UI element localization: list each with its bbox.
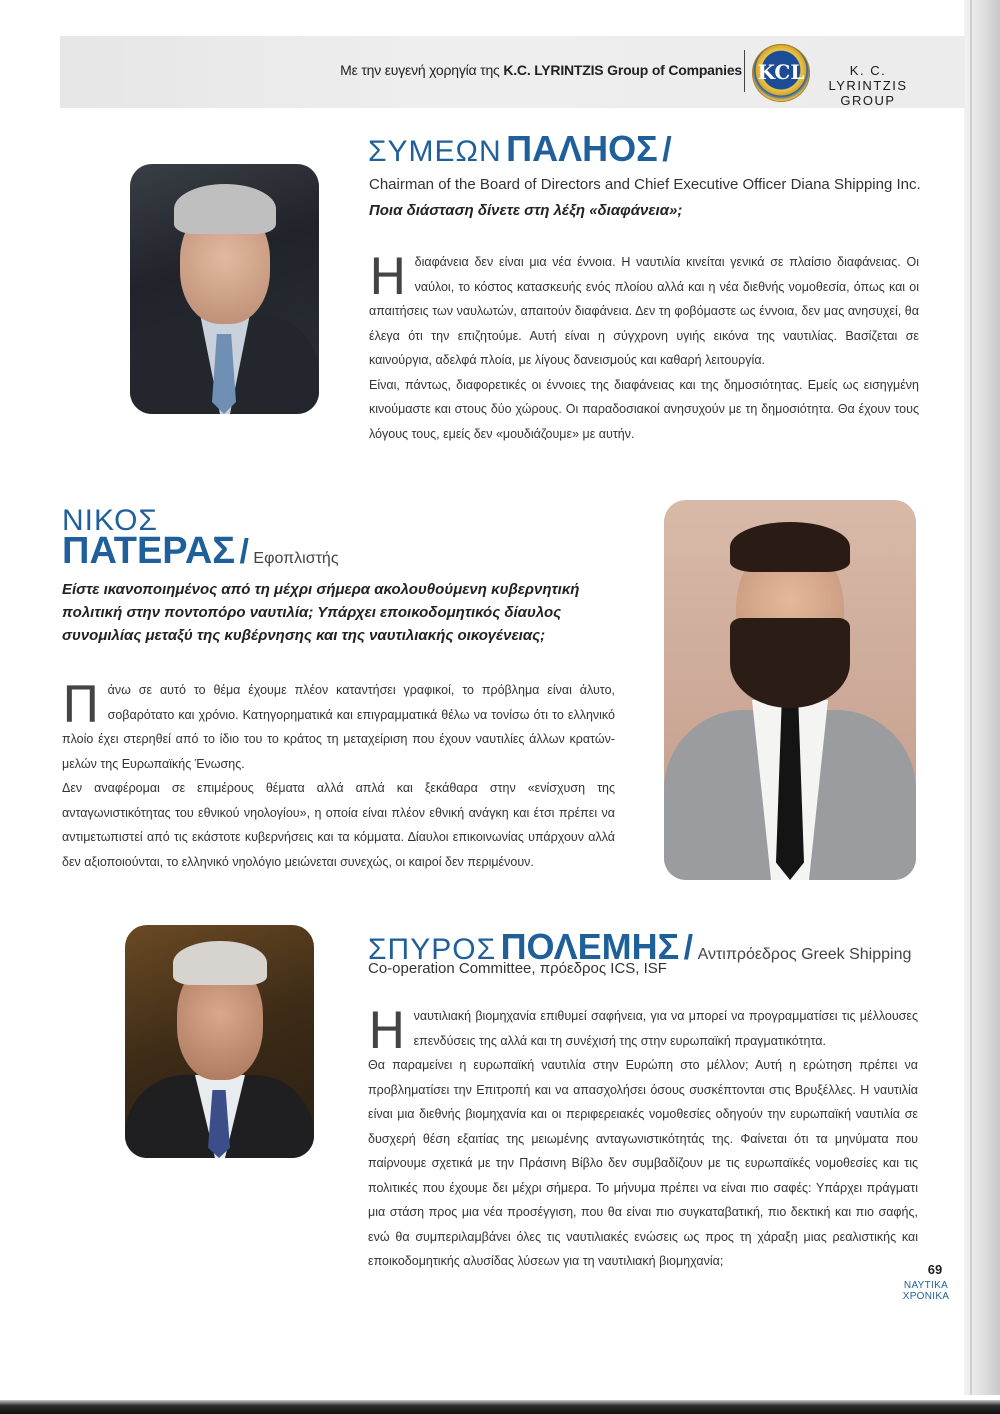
paragraph: άνω σε αυτό το θέμα έχουμε πλέον καταντήσει γραφικοί, το πρόβλημα είναι άλυτο, σοβαρότατο και χρόνιο. Κατηγορηματικά και επιγραμματικά θέλω να τονίσω ότι το ελληνικό πλοίο έχει στερηθεί από το ίδιο του το κράτος τη μεταχείριση που έχουν ναυτιλίες άλλων κρατών-μελών της Ευρωπαϊκής Ένωσης. (62, 683, 615, 771)
portrait-polemis (125, 925, 314, 1158)
magazine-line1: ΝΑΥΤΙΚΑ (903, 1280, 949, 1291)
slash: / (683, 929, 694, 967)
page-edge-line (970, 0, 972, 1395)
logo-text: KCL (757, 60, 805, 84)
role: Εφοπλιστής (253, 550, 339, 567)
sponsor-name: K.C. LYRINTZIS Group of Companies (503, 62, 742, 78)
slash: / (662, 131, 672, 169)
name-heading-palios (368, 128, 672, 170)
first-name: ΣΥΜΕΩΝ (368, 135, 502, 168)
group-name (818, 63, 918, 108)
hair-shape (730, 522, 850, 572)
group-name-line1: K. C. LYRINTZIS (828, 63, 908, 93)
group-name-line2: GROUP (840, 93, 896, 108)
dropcap: Η (369, 248, 407, 306)
hair-shape (174, 184, 276, 234)
name-heading-pateras (62, 530, 339, 573)
scan-bottom-edge (0, 1400, 1000, 1414)
subtitle-palios: Chairman of the Board of Directors and Chief Executive Officer Diana Shipping Inc. (369, 176, 921, 193)
question-pateras: Είστε ικανοποιημένος από τη μέχρι σήμερα ακολουθούμενη κυβερνητική πολιτική στην ποντοπόρο ναυτιλία; Υπάρχει εποικοδομητικός δίαυλος συνομιλίας μεταξύ της κυβέρνησης και της ναυτιλιακής οικογένειας; (62, 581, 580, 644)
sponsor-divider (744, 50, 745, 92)
last-name: ΠΟΛΕΜΗΣ (500, 926, 680, 967)
magazine-name (900, 1280, 952, 1302)
page-number: 69 (927, 1262, 943, 1277)
article-pateras (62, 678, 615, 874)
role-line2: Co-operation Committee, πρόεδρος ICS, ISF (368, 960, 667, 977)
question-palios: Ποια διάσταση δίνετε στη λέξη «διαφάνεια»; (369, 202, 683, 219)
last-name: ΠΑΛΗΟΣ (506, 128, 658, 169)
role-line1: Αντιπρόεδρος Greek Shipping (697, 946, 912, 963)
magazine-line2: ΧΡΟΝΙΚΑ (902, 1291, 950, 1302)
portrait-pateras (664, 500, 916, 880)
paragraph: ναυτιλιακή βιομηχανία επιθυμεί σαφήνεια, για να μπορεί να προγραμματίσει τις μέλλουσες επενδύσεις της αλλά και τη συνέχισή της στην ευρωπαϊκή πραγματικότητα. (413, 1009, 918, 1048)
paragraph: διαφάνεια δεν είναι μια νέα έννοια. Η ναυτιλία κινείται γενικά σε πλαίσιο διαφάνειας. Οι ναύλοι, το κόστος κατασκευής ενός πλοίου αλλά και η νέα διεθνής νομοθεσία, όπως και οι απαιτήσεις των ναυλωτών, απαιτούν διαφάνεια. Δεν τη φοβόμαστε ως έννοια, δεν μας ανησυχεί, θα έλεγα ότι την επιζητούμε. Αυτή είναι η σύγχρονη υγιής εικόνα της ναυτιλίας. Βασίζεται σε καινούργια, αδελφά πλοία, με λίγους δανεισμούς και καθαρή λειτουργία. (369, 255, 919, 367)
kcl-logo-icon (752, 44, 810, 102)
paragraph: Δεν αναφέρομαι σε επιμέρους θέματα αλλά απλά και ξεκάθαρα στην «ενίσχυση της ανταγωνιστικότητας του εθνικού νηολογίου», η οποία είναι πλέον εθνική ανάγκη και έτσι πρέπει να αντιμετωπιστεί από τις εκάστοτε κυβερνήσεις και τα κόμματα. Δίαυλοι επικοινωνίας υπάρχουν αλλά δεν αξιοποιούνται, το ελληνικό νηολόγιο μειώνεται συνεχώς, οι καιροί δεν περιμένουν. (62, 781, 615, 869)
sponsor-text (340, 62, 742, 78)
dropcap: Π (62, 676, 100, 734)
first-name: ΣΠΥΡΟΣ (368, 933, 497, 966)
article-palios (369, 250, 919, 446)
beard-shape (730, 618, 850, 708)
first-name: ΝΙΚΟΣ (62, 504, 158, 537)
sponsor-prefix: Με την ευγενή χορηγία της (340, 62, 500, 78)
paragraph: Θα παραμείνει η ευρωπαϊκή ναυτιλία στην Ευρώπη στο μέλλον; Αυτή η ερώτηση πρέπει να προβληματίσει την Επιτροπή και να απασχολήσει όσους συσκέπτονται στις Βρυξέλλες. Η ναυτιλία είναι μια διεθνής βιομηχανία και οι περιφερειακές νομοθεσίες οδηγούν την ευρωπαϊκή ναυτιλία σε δυσχερή θέση εξαιτίας της μειωμένης ανταγωνιστικότητάς της. Φαίνεται ότι τα μηνύματα που παίρνουμε σχετικά με την Πράσινη Βίβλο δεν συμβαδίζουν με τις ευρωπαϊκές νομοθεσίες και τις πολιτικές που έχουμε δει μέχρι σήμερα. Το μήνυμα πρέπει να είναι πιο σαφές: Υπάρχει πράγματι μια στάση προς μια νέα προσέγγιση, που θα είναι πιο συγκαταβατική, πιο δεκτική και πιο σαφής, ενώ θα συμπεριλαμβάνει όλες τις ναυτιλιακές ενώσεις ως προς τη χάραξη μιας ρεαλιστικής και εποικοδομητικής αλυσίδας λύσεων για τη ναυτιλιακή βιομηχανία; (368, 1058, 918, 1268)
slash: / (239, 533, 249, 571)
paragraph: Είναι, πάντως, διαφορετικές οι έννοιες της διαφάνειας και της δημοσιότητας. Εμείς ως εισηγμένη κινούμαστε και στους δύο χώρους. Οι παραδοσιακοί ανησυχούν με τη δημοσιότητα. Θα έχουν τους λόγους τους, εμείς δεν «μουδιάζουμε» με αυτήν. (369, 377, 919, 441)
article-polemis (368, 1004, 918, 1274)
dropcap: Η (368, 1002, 406, 1060)
portrait-palios (130, 164, 319, 414)
last-name: ΠΑΤΕΡΑΣ (62, 530, 236, 572)
hair-shape (173, 941, 267, 985)
